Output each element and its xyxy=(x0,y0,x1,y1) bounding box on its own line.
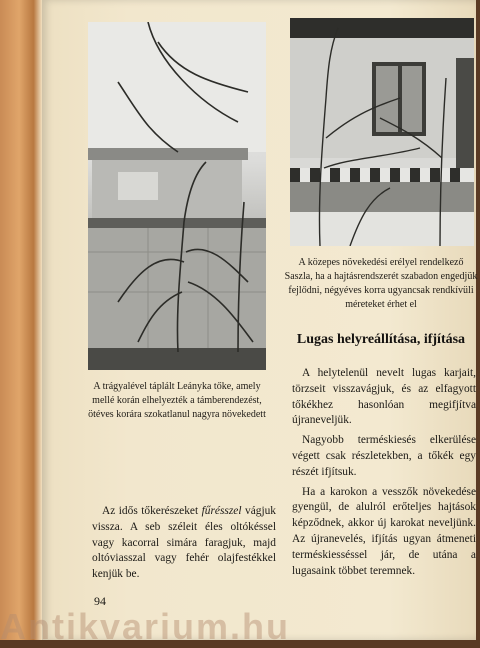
italic-term: fűrésszel xyxy=(201,505,242,517)
paragraph: Ha a karokon a vesszők növekedése gyengül, de alulról erőteljes hajtások képződnek, akkor új karokat neveljünk. Az újranevelés, ifjítás ugyan átmeneti terméskiesséssel jár, de utána a lugasaink többet teremnek. xyxy=(292,485,476,577)
section-title: Lugas helyreállítása, ifjítása xyxy=(296,332,466,347)
photo-saszla-vine xyxy=(290,18,474,246)
paragraph xyxy=(92,504,276,583)
caption-right-photo: A közepes növekedési erélyel rendelkező Saszla, ha a hajtásrendszerét szabadon engedjük fejlődni, négyéves korra ugyancsak rendkívüli méreteket érhet el xyxy=(284,257,478,310)
text-span: Az idős tőkerészeket xyxy=(102,505,202,517)
paragraph: Nagyobb terméskiesés elkerülése végett csak részletekben, a tőkék egy részét ifjítsuk. xyxy=(292,434,476,478)
paragraph: A helytelenül nevelt lugas karjait, törzseit visszavágjuk, és az elfagyott tőkékhez hasonlóan megifjítva újraneveljük. xyxy=(292,367,476,427)
page-number: 94 xyxy=(94,594,106,608)
text-span: vágjuk vissza. A seb széleit éles oltókéssel vagy kacorral simára faragjuk, majd oltóviasszal vagy fehér olajfestékkel kenjük be. xyxy=(92,505,276,581)
photo-leanyka-vine xyxy=(88,22,266,370)
right-column-text xyxy=(292,366,476,583)
book-spine xyxy=(0,0,48,640)
watermark: Antikvarium.hu xyxy=(0,606,291,647)
caption-left-photo: A trágyalével táplált Leányka tőke, amely mellé korán elhelyezték a támberendezést, ötéves korára szokatlanul nagyra növekedett xyxy=(88,381,266,420)
left-column-text xyxy=(92,504,276,587)
